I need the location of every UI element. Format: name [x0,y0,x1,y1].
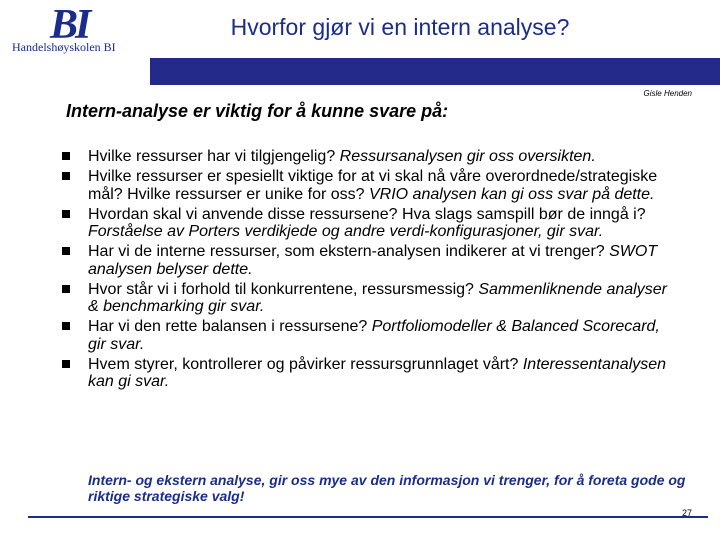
footer-rule [28,516,708,518]
bullet-item [62,356,682,391]
bi-logo [12,4,162,60]
logo-mark: BI [50,2,89,48]
header-band-gap [0,58,150,85]
bullet-text: Hvem styrer, kontrollerer og påvirker ressursgrunnlaget vårt? [88,355,523,373]
bullet-italic-text: Portfoliomodeller & Balanced Scorecard, gir svar. [88,318,660,353]
bullet-text: Har vi den rette balansen i ressursene? [88,318,372,335]
bullet-square-icon [62,210,70,218]
bullet-item [62,206,682,241]
bullet-item [62,243,682,278]
bullet-item [62,148,682,166]
bullet-text: Hvilke ressurser har vi tilgjengelig? [88,148,340,165]
bullet-text: Hvilke ressurser er spesiellt viktige for at vi skal nå våre overordnede/strategiske mål? Hvilke ressurser er unike for oss? [88,168,658,203]
bullet-item [62,168,682,203]
bullet-text: Hvor står vi i forhold til konkurrentene, ressursmessig? [88,280,479,298]
bullet-italic-text: Forståelse av Porters verdikjede og andre verdi-konfigurasjoner, gir svar. [88,223,604,240]
bullet-italic-text: Sammenliknende analyser & benchmarking gir svar. [88,280,667,315]
bullet-italic-text: VRIO analysen kan gi oss svar på dette. [368,185,655,203]
bullet-item [62,318,682,353]
slide-title: Hvorfor gjør vi en intern analyse? [230,14,570,40]
bullet-italic-text: SWOT analysen belyser dette. [88,243,658,278]
bullet-square-icon [62,322,70,330]
bullet-square-icon [62,360,70,368]
bullet-square-icon [62,152,70,160]
bullet-item [62,281,682,316]
slide-subtitle: Intern-analyse er viktig for å kunne svare på: [66,101,449,121]
page-number: 27 [681,508,692,518]
author-label: Gisle Henden [643,89,692,98]
conclusion-text: Intern- og ekstern analyse, gir oss mye av den informasjon vi trenger, for å foreta gode og riktige strategiske valg! [88,472,686,504]
bullet-square-icon [62,285,70,293]
bullet-italic-text: Interessentanalysen kan gi svar. [88,355,667,390]
logo-text: Handelshøyskolen BI [12,40,116,54]
bullet-text: Har vi de interne ressurser, som ekstern-analysen indikerer at vi trenger? [88,243,610,260]
bullet-square-icon [62,247,70,255]
bullet-italic-text: Ressursanalysen gir oss oversikten. [339,148,596,165]
bullet-list [62,148,682,393]
bullet-square-icon [62,172,70,180]
bullet-text: Hvordan skal vi anvende disse ressursene? Hva slags samspill bør de inngå i? [88,205,646,223]
